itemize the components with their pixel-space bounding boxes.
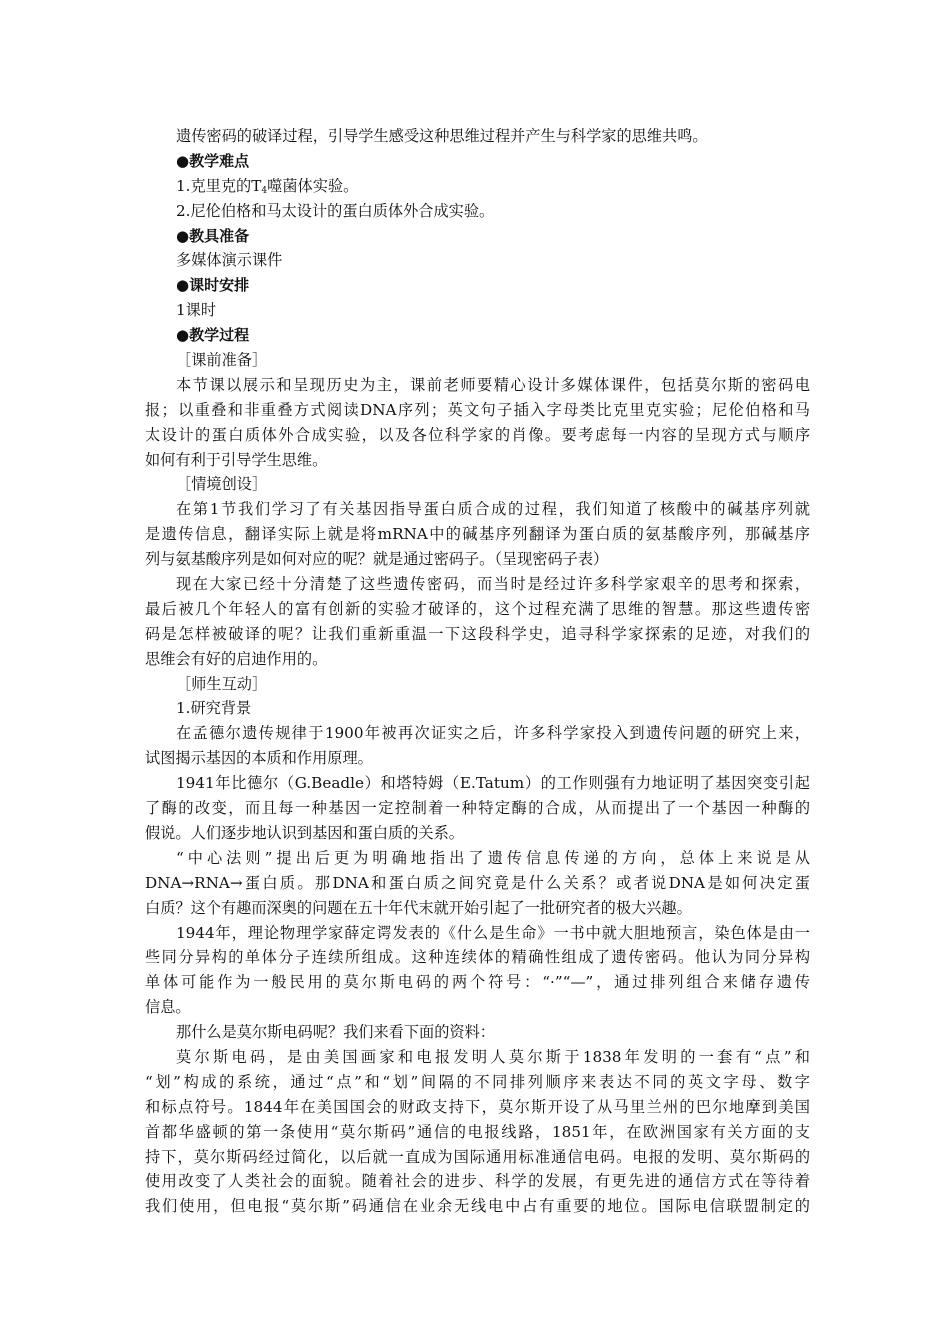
list-item-text: 噬菌体实验。 [267,176,359,195]
paragraph-line: 了酶的改变，而且每一种基因一定控制着一种特定酶的合成，从而提出了一个基因一种酶的 [145,799,810,818]
subsection-label: ［师生互动］ [176,674,268,693]
paragraph-line: 思维会有好的启迪作用的。 [145,649,328,668]
paragraph-line: 最后被几个年轻人的富有创新的实验才破译的，这个过程充满了思维的智慧。那这些遗传密 [145,599,810,618]
subsection-label: ［情境创设］ [176,475,268,494]
paragraph-line: 那什么是莫尔斯电码呢？我们来看下面的资料： [176,1023,495,1042]
list-item: 2.尼伦伯格和马太设计的蛋白质体外合成实验。 [176,201,495,220]
paragraph-line: 我们使用，但电报“莫尔斯”码通信在业余无线电中占有重要的地位。国际电信联盟制定的 [145,1197,810,1216]
section-heading-difficulty [145,149,810,174]
paragraph-line: 1944年，理论物理学家薛定谔发表的《什么是生命》一书中就大胆地预言，染色体是由一 [176,923,810,942]
paragraph-line: 持下，莫尔斯码经过简化，以后就一直成为国际通用标准通信电码。电报的发明、莫尔斯码的 [145,1147,810,1166]
paragraph-line: 现在大家已经十分清楚了这些遗传密码，而当时是经过许多科学家艰辛的思考和探索， [176,575,810,594]
bullet-icon: ● [176,151,190,170]
section-heading-tools [145,224,810,249]
paragraph-line: 遗传密码的破译过程，引导学生感受这种思维过程并产生与科学家的思维共鸣。 [176,127,708,145]
heading-text: 课时安排 [189,276,250,295]
paragraph-line: 如何有利于引导学生思维。 [145,450,328,469]
paragraph-line: 列与氨基酸序列是如何对应的呢？就是通过密码子。（呈现密码子表） [145,550,609,569]
paragraph-line: 白质？这个有趣而深奥的问题在五十年代末就开始引起了一批研究者的极大兴趣。 [145,898,692,917]
paragraph-line: 些同分异构的单体分子连续所组成。这种连续体的精确性组成了遗传密码。他认为同分异构 [145,948,810,967]
paragraph-line: 在第1节我们学习了有关基因指导蛋白质合成的过程，我们知道了核酸中的碱基序列就 [176,500,810,519]
section-heading-schedule [145,273,810,298]
paragraph-line: DNA→RNA→蛋白质。那DNA和蛋白质之间究竟是什么关系？或者说DNA是如何决定蛋 [145,873,810,892]
bullet-icon: ● [176,326,190,345]
paragraph-line: 在孟德尔遗传规律于1900年被再次证实之后，许多科学家投入到遗传问题的研究上来， [176,724,810,743]
bullet-icon: ● [176,226,190,245]
paragraph-line: 信息。 [145,998,191,1017]
paragraph-line: 是遗传信息，翻译实际上就是将mRNA中的碱基序列翻译为蛋白质的氨基酸序列，那碱基序 [145,525,810,544]
t4-subscript: 4 [261,185,268,196]
bullet-icon: ● [176,276,190,295]
document-page [145,124,810,1219]
paragraph-line: 假说。人们逐步地认识到基因和蛋白质的关系。 [145,823,464,842]
paragraph-line: 码是怎样被破译的呢？让我们重新重温一下这段科学史，追寻科学家探索的足迹，对我们的 [145,624,810,643]
paragraph-line: 1941年比德尔（G.Beadle）和塔特姆（E.Tatum）的工作则强有力地证明了基因突变引起 [176,774,810,793]
list-item-text: 1.克里克的 [176,176,252,195]
heading-text: 教具准备 [189,226,250,245]
paragraph-line: “划”构成的系统，通过“点”和“划”间隔的不同排列顺序来表达不同的英文字母、数字 [145,1072,810,1091]
paragraph-line: 1.研究背景 [176,699,252,718]
list-item [145,174,810,199]
paragraph-line: 首都华盛顿的第一条使用“莫尔斯码”通信的电报线路，1851年，在欧洲国家有关方面的支 [145,1122,810,1141]
heading-text: 教学过程 [189,326,250,345]
subsection-label: ［课前准备］ [176,351,268,370]
t4-label [251,177,267,195]
paragraph-line: 和标点符号。1844年在美国国会的财政支持下，莫尔斯开设了从马里兰州的巴尔地摩到美国 [145,1097,810,1116]
paragraph-line: 本节课以展示和呈现历史为主，课前老师要精心设计多媒体课件，包括莫尔斯的密码电 [176,375,810,394]
paragraph-line: 1课时 [176,301,217,320]
paragraph-line: “中心法则”提出后更为明确地指出了遗传信息传递的方向，总体上来说是从 [176,848,810,867]
section-heading-process [145,323,810,348]
t4-letter: T [251,176,262,195]
paragraph-line: 单体可能作为一般民用的莫尔斯电码的两个符号：“·”“—”，通过排列组合来储存遗传 [145,973,810,992]
paragraph-line: 试图揭示基因的本质和作用原理。 [145,749,373,768]
paragraph-line: 多媒体演示课件 [176,251,283,270]
paragraph-line: 莫尔斯电码，是由美国画家和电报发明人莫尔斯于1838年发明的一套有“点”和 [176,1047,810,1066]
paragraph-line: 报；以重叠和非重叠方式阅读DNA序列；英文句子插入字母类比克里克实验；尼伦伯格和马 [145,400,810,419]
paragraph-line: 使用改变了人类社会的面貌。随着社会的进步、科学的发展，有更先进的通信方式在等待着 [145,1172,810,1191]
paragraph-line: 太设计的蛋白质体外合成实验，以及各位科学家的肖像。要考虑每一内容的呈现方式与顺序 [145,425,810,444]
heading-text: 教学难点 [189,151,250,170]
